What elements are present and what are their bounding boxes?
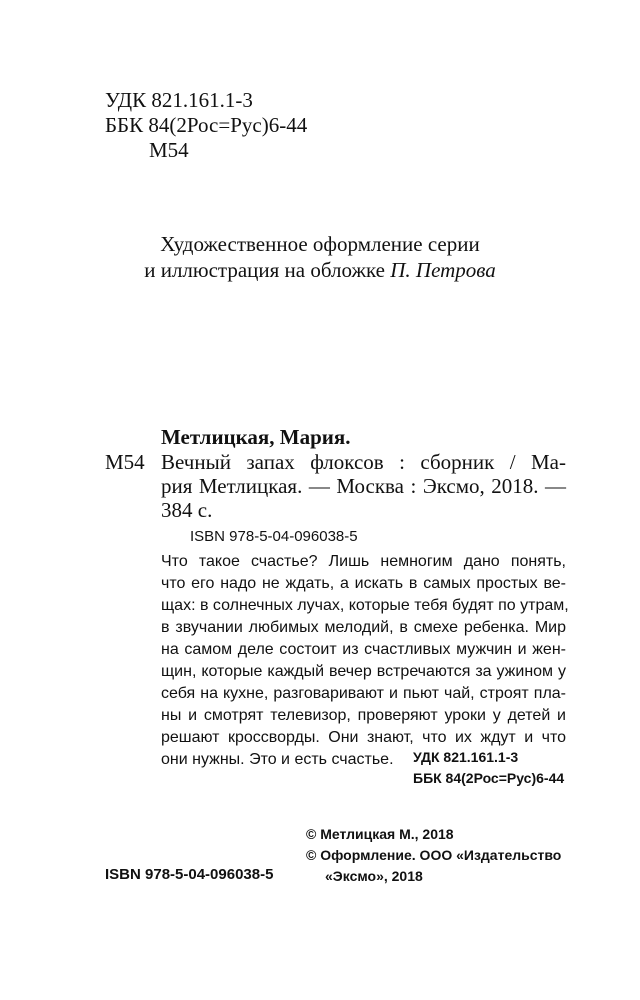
annotation-line: Что такое счастье? Лишь немногим дано понять, (161, 553, 566, 570)
catalog-mark: М54 (105, 450, 145, 474)
credits-line-2 (0, 257, 640, 283)
annotation-line: себя на кухне, разговаривают и пьют чай, строят пла- (161, 685, 566, 702)
biblio-line: 384 с. (161, 498, 213, 522)
annotation-line: в звучании любимых мелодий, в смехе ребенка. Мир (161, 619, 566, 636)
annotation-line: щин, которые каждый вечер встречаются за ужином у (161, 663, 566, 680)
annotation-line: что его надо не ждать, а искать в самых простых ве- (161, 575, 566, 592)
bbk-code: ББК 84(2Рос=Рус)6-44 (105, 113, 308, 137)
udk-code: УДК 821.161.1-3 (413, 749, 519, 765)
author-mark: М54 (149, 138, 189, 162)
annotation (161, 551, 569, 771)
annotation-line: ны и смотрят телевизор, проверяют уроки у детей и (161, 707, 566, 724)
copyright-line: «Эксмо», 2018 (325, 868, 423, 884)
annotation-line: решают кроссворды. Они знают, что их ждут и что (161, 729, 566, 746)
catalog-codes (413, 747, 564, 789)
copyright-line: © Оформление. ООО «Издательство (306, 847, 562, 863)
annotation-line: щах: в солнечных лучах, которые тебя будят по утрам, (161, 597, 569, 614)
credits-line-1: Художественное оформление серии (160, 232, 480, 256)
catalog-isbn: ISBN 978-5-04-096038-5 (190, 528, 358, 545)
biblio-line: рия Метлицкая. — Москва : Эксмо, 2018. — (161, 474, 566, 498)
copyright-line: © Метлицкая М., 2018 (306, 826, 454, 842)
biblio-line: Вечный запах флоксов : сборник / Ма- (161, 450, 566, 474)
bbk-code: ББК 84(2Рос=Рус)6-44 (413, 770, 565, 786)
publication-classification (105, 88, 307, 163)
bibliographic-description (161, 450, 566, 522)
annotation-line: они нужны. Это и есть счастье. (161, 751, 394, 768)
credits-line-2-text: и иллюстрация на обложке (144, 258, 391, 282)
bottom-isbn: ISBN 978-5-04-096038-5 (105, 866, 274, 883)
udk-code: УДК 821.161.1-3 (105, 88, 253, 112)
catalog-author: Метлицкая, Мария. (161, 425, 351, 449)
copyright-notice (306, 824, 561, 887)
design-credits (0, 231, 640, 283)
annotation-line: на самом деле состоит из счастливых мужчин и жен- (161, 641, 566, 658)
artist-name: П. Петрова (390, 258, 496, 282)
